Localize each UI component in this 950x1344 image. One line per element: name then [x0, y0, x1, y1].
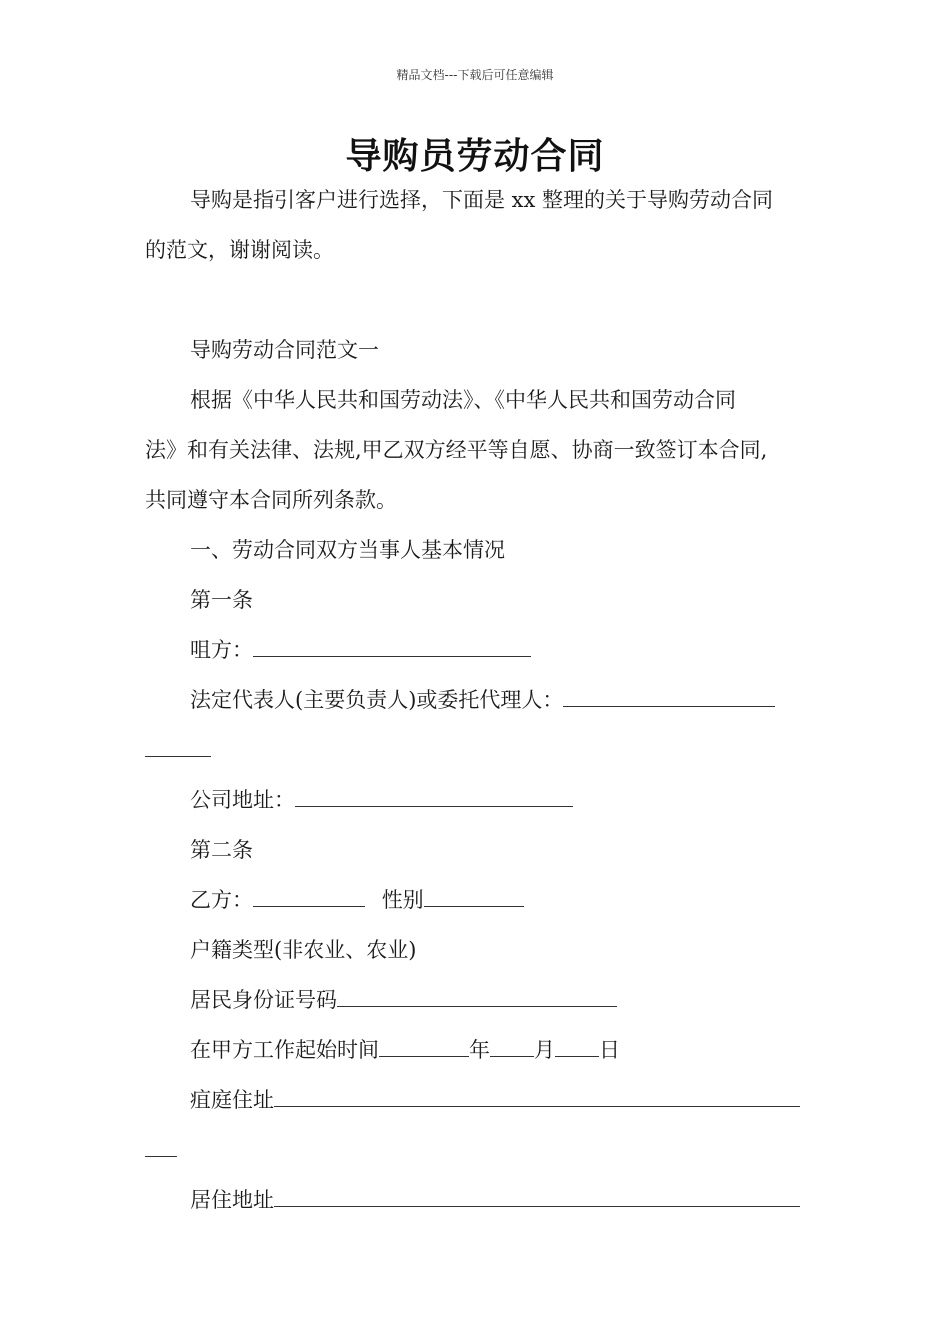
intro-line-1: 导购是指引客户进行选择，下面是 xx 整理的关于导购劳动合同: [190, 188, 774, 212]
party-a-blank[interactable]: [253, 638, 531, 657]
legal-rep-label: 法定代表人(主要负责人)或委托代理人：: [190, 688, 564, 712]
part1-heading: 一、劳动合同双方当事人基本情况: [190, 538, 505, 562]
header-note: 精品文档---下载后可任意编辑: [396, 68, 554, 82]
family-address-label: 疽庭住址: [190, 1088, 274, 1112]
company-address-row: [190, 786, 573, 814]
legal-rep-row: [190, 686, 775, 714]
month-label: 月: [534, 1038, 555, 1062]
company-address-label: 公司地址：: [190, 788, 295, 812]
id-number-blank[interactable]: [337, 988, 617, 1007]
party-a-label: 咀方：: [190, 638, 253, 662]
article-1: 第一条: [190, 588, 253, 612]
household-type: 户籍类型(非农业、农业): [190, 938, 417, 962]
family-address-blank-continued-row: [145, 1136, 177, 1164]
legal-rep-blank[interactable]: [563, 688, 775, 707]
start-month-blank[interactable]: [490, 1038, 534, 1057]
family-address-blank[interactable]: [274, 1088, 800, 1107]
residence-address-row: [190, 1186, 800, 1214]
day-label: 日: [599, 1038, 620, 1062]
party-a-row: [190, 636, 531, 664]
party-b-row: [190, 886, 524, 914]
company-address-blank[interactable]: [295, 788, 573, 807]
legal-rep-blank-continued[interactable]: [145, 738, 211, 757]
start-year-blank[interactable]: [379, 1038, 469, 1057]
id-number-label: 居民身份证号码: [190, 988, 337, 1012]
section-heading: 导购劳动合同范文一: [190, 338, 379, 362]
family-address-row: [190, 1086, 800, 1114]
legal-rep-blank-continued-row: [145, 736, 211, 764]
intro-line-2: 的范文，谢谢阅读。: [145, 238, 334, 262]
party-b-blank[interactable]: [253, 888, 365, 907]
preamble-line-2: 法》和有关法律、法规,甲乙双方经平等自愿、协商一致签订本合同,: [145, 438, 768, 462]
id-number-row: [190, 986, 617, 1014]
preamble-line-1: 根据《中华人民共和国劳动法》、《中华人民共和国劳动合同: [190, 388, 736, 412]
residence-address-label: 居住地址: [190, 1188, 274, 1212]
start-time-label: 在甲方工作起始时间: [190, 1038, 379, 1062]
article-2: 第二条: [190, 838, 253, 862]
family-address-blank-continued[interactable]: [145, 1138, 177, 1157]
start-day-blank[interactable]: [555, 1038, 599, 1057]
gender-blank[interactable]: [424, 888, 524, 907]
year-label: 年: [469, 1038, 490, 1062]
gender-label: 性别: [381, 888, 424, 912]
party-b-label: 乙方：: [190, 888, 253, 912]
residence-address-blank[interactable]: [274, 1188, 800, 1207]
preamble-line-3: 共同遵守本合同所列条款。: [145, 488, 397, 512]
start-time-row: [190, 1036, 620, 1064]
document-title: 导购员劳动合同: [345, 136, 605, 177]
